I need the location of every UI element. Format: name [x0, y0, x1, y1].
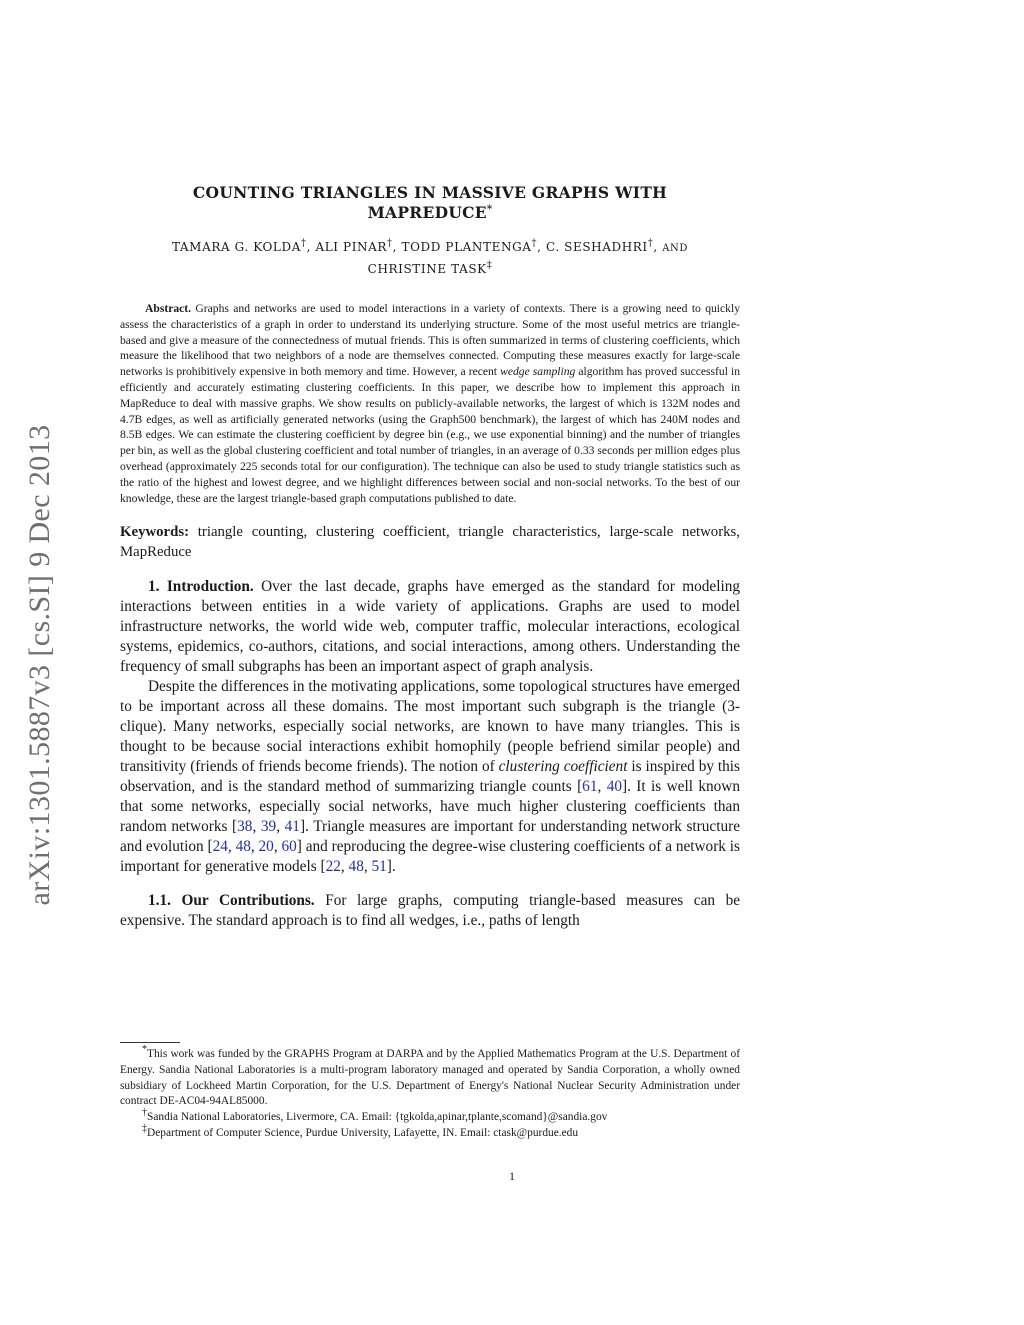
- arxiv-watermark: [20, 380, 60, 950]
- citation-link[interactable]: 24: [212, 838, 228, 856]
- contributions-paragraph: 1.1. Our Contributions. For large graphs, computing triangle-based measures can be expensive. The standard approach is to find all wedges, i.e., paths of length: [120, 892, 741, 930]
- citation-link[interactable]: 20: [258, 838, 274, 856]
- abstract-label: Abstract.: [145, 302, 192, 315]
- citation-link[interactable]: 39: [260, 818, 277, 836]
- author-name: ALI PINAR: [315, 240, 388, 254]
- citation-link[interactable]: 48: [235, 838, 251, 856]
- footnotes: [120, 1044, 740, 1142]
- footnote-sandia: †Sandia National Laboratories, Livermore, CA. Email: {tgkolda,apinar,tplante,scomand}@sandia.gov: [142, 1107, 608, 1124]
- paper-page: [120, 183, 740, 931]
- citation-link[interactable]: 48: [348, 858, 364, 876]
- paper-title: COUNTING TRIANGLES IN MASSIVE GRAPHS WITH MAPREDUCE*: [192, 183, 668, 222]
- keywords: Keywords: triangle counting, clustering coefficient, triangle characteristics, large-scale networks, MapReduce: [120, 524, 740, 561]
- abstract: Abstract. Graphs and networks are used to model interactions in a variety of contexts. There is a growing need to quickly assess the characteristics of a graph in order to understand its underlying structure. Some of the most useful metrics are triangle-based and give a measure of the connectedness of mutual friends. This is often summarized in terms of clustering coefficients, which measure the likelihood that two neighbors of a node are themselves connected. Computing these measures exactly for large-scale networks is prohibitively expensive in both memory and time. However, a recent wedge sampling algorithm has proved successful in efficiently and accurately estimating clustering coefficients. In this paper, we describe how to implement this approach in MapReduce to deal with massive graphs. We show results on publicly-available networks, the largest of which is 132M nodes and 4.7B edges, as well as artificially generated networks (using the Graph500 benchmark), the largest of which has 240M nodes and 8.5B edges. We can estimate the clustering coefficient by degree bin (e.g., we use exponential binning) and the number of triangles per bin, as well as the global clustering coefficient and total number of triangles, in an average of 0.33 seconds per million edges plus overhead (approximately 225 seconds total for our configuration). The technique can also be used to study triangle statistics such as the ratio of the highest and lowest degree, and we highlight differences between social and non-social networks. To the best of our knowledge, these are the largest triangle-based graph computations published to date.: [120, 302, 740, 505]
- author-list: TAMARA G. KOLDA†, ALI PINAR†, TODD PLANTENGA†, C. SESHADHRI†, AND CHRISTINE TASK‡: [171, 238, 689, 276]
- author-name: CHRISTINE TASK: [367, 262, 487, 276]
- arxiv-id-label: arXiv:1301.5887v3 [cs.SI] 9 Dec 2013: [23, 424, 56, 906]
- citation-link[interactable]: 38: [237, 818, 253, 836]
- author-name: C. SESHADHRI: [545, 240, 648, 254]
- author-conjunction: AND: [662, 243, 689, 254]
- citation-link[interactable]: 61: [582, 778, 598, 796]
- section-heading-introduction: 1. Introduction.: [148, 578, 254, 596]
- keywords-label: Keywords:: [120, 524, 190, 541]
- footnote-purdue: ‡Department of Computer Science, Purdue University, Lafayette, IN. Email: ctask@purdue.edu: [142, 1123, 579, 1139]
- intro-paragraph-1: 1. Introduction. Over the last decade, graphs have emerged as the standard for modeling interactions between entities in a wide variety of applications. Graphs are used to model infrastructure networks, the world wide web, computer traffic, molecular interactions, ecological systems, epidemics, co-authors, citations, and social interactions, among others. Understanding the frequency of small subgraphs has been an important aspect of graph analysis.: [120, 578, 740, 676]
- citation-link[interactable]: 41: [284, 818, 300, 836]
- citation-link[interactable]: 22: [325, 858, 341, 876]
- citation-link[interactable]: 51: [371, 858, 387, 876]
- intro-paragraph-2: Despite the differences in the motivating applications, some topological structures have emerged to be important across all these domains. The most important such subgraph is the triangle (3-clique). Many networks, especially social networks, are known to have many triangles. This is thought to be because social interactions exhibit homophily (people befriend similar people) and transitivity (friends of friends become friends). The notion of clustering coefficient is inspired by this observation, and is the standard method of summarizing triangle counts [61, 40]. It is well known that some networks, especially social networks, have much higher clustering coefficients than random networks [38, 39, 41]. Triangle measures are important for understanding network structure and evolution [24, 48, 20, 60] and reproducing the degree-wise clustering coefficients of a network is important for generative models [22, 48, 51].: [120, 678, 741, 876]
- citation-link[interactable]: 40: [606, 778, 622, 796]
- page-number: 1: [509, 1169, 515, 1183]
- section-heading-contributions: 1.1. Our Contributions.: [148, 892, 315, 910]
- title-footnote-mark: *: [486, 203, 493, 215]
- author-name: TODD PLANTENGA: [401, 240, 532, 254]
- footnote-funding: *This work was funded by the GRAPHS Program at DARPA and by the Applied Mathematics Program at the U.S. Department of Energy. Sandia National Laboratories is a multi-program laboratory managed and operated by Sandia Corporation, a wholly owned subsidiary of Lockheed Martin Corporation, for the U.S. Department of Energy's National Nuclear Security Administration under contract DE-AC04-94AL85000.: [120, 1044, 740, 1108]
- citation-link[interactable]: 60: [281, 838, 297, 856]
- author-name: TAMARA G. KOLDA: [171, 240, 301, 254]
- footnote-divider: [120, 1042, 180, 1043]
